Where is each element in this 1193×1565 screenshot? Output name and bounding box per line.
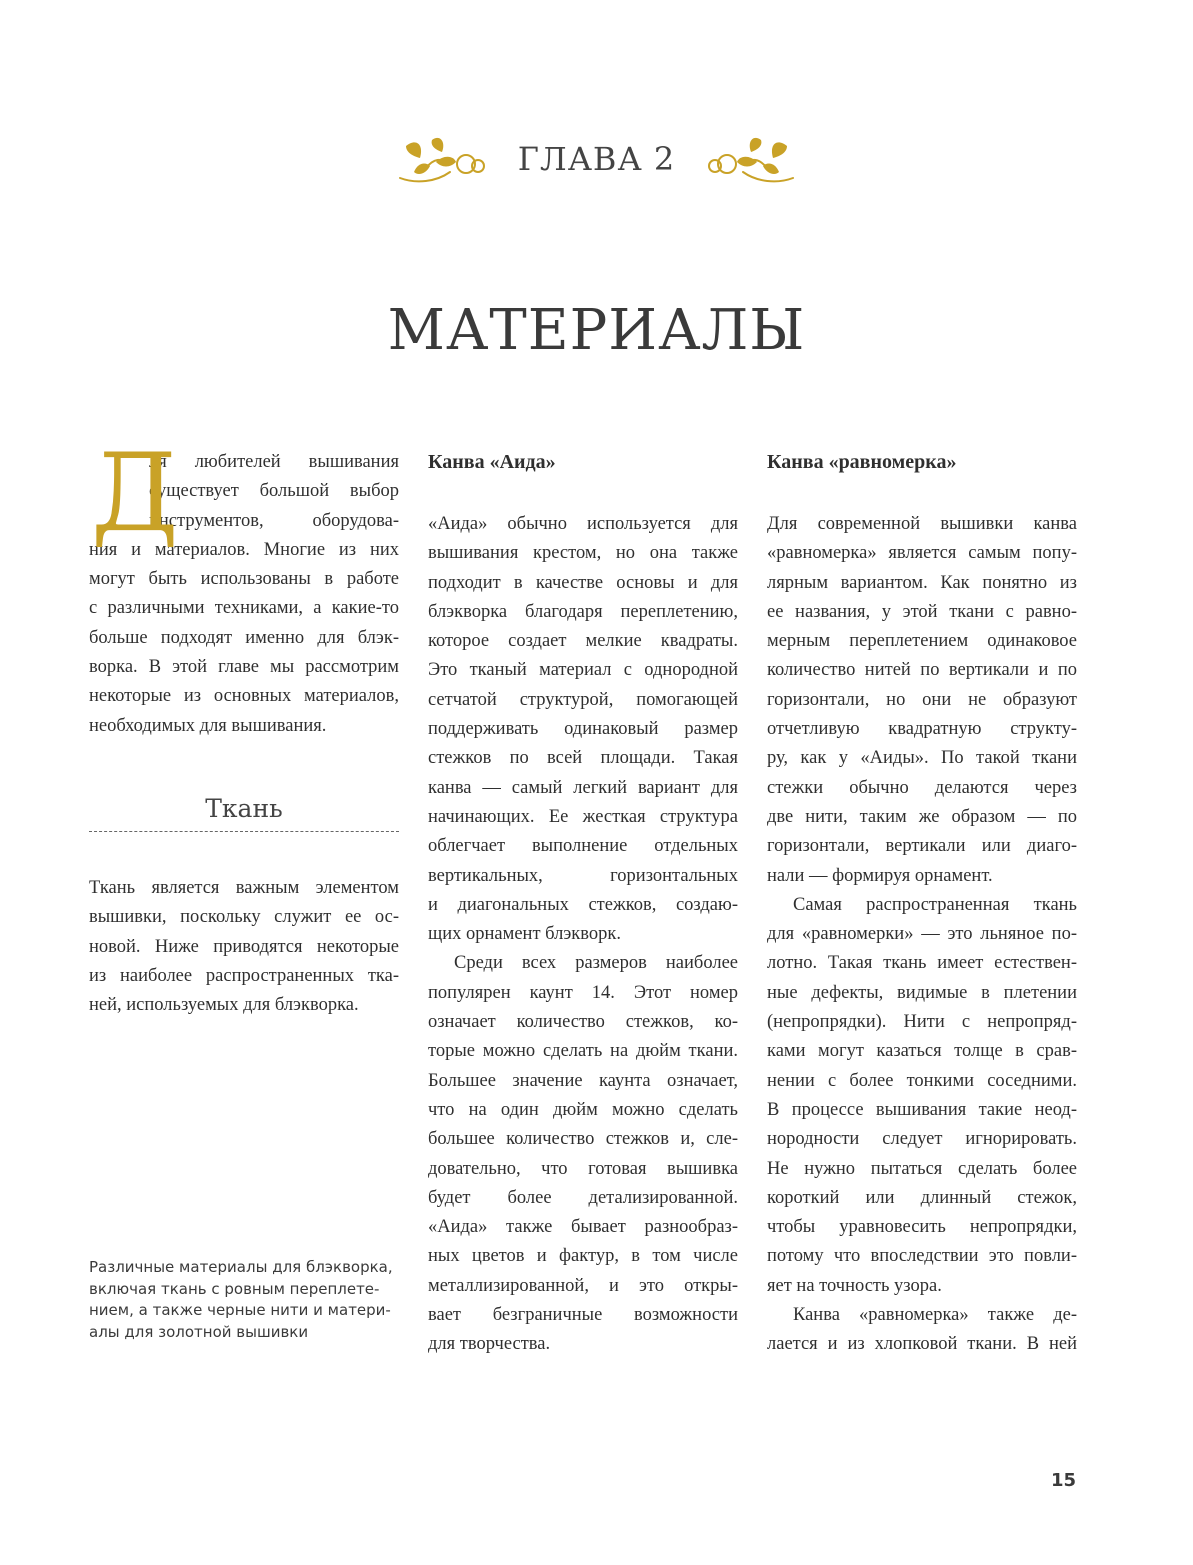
text-line: с различными техниками, а какие-то bbox=[89, 598, 399, 619]
text-line: горизонтали, но они не образуют bbox=[767, 689, 1077, 710]
caption-line: алы для золотной вышивки bbox=[89, 1322, 309, 1341]
dashed-divider bbox=[89, 831, 399, 832]
text-line: горизонтали, вертикали или диаго- bbox=[767, 836, 1077, 857]
text-line: популярен каунт 14. Этот номер bbox=[428, 982, 738, 1003]
text-line: Это тканый материал с однородной bbox=[428, 660, 738, 681]
text-line: больше подходят именно для блэк- bbox=[89, 627, 399, 648]
text-line: короткий или длинный стежок, bbox=[767, 1187, 1077, 1208]
text-line: нении с более тонкими соседними. bbox=[767, 1070, 1077, 1091]
text-line: ее названия, у этой ткани с равно- bbox=[767, 601, 1077, 622]
text-line: облегчает выполнение отдельных bbox=[428, 836, 738, 857]
text-line: начинающих. Ее жесткая структура bbox=[428, 806, 738, 827]
intro-paragraph bbox=[89, 431, 399, 741]
text-line: означает количество стежков, ко- bbox=[428, 1012, 738, 1033]
text-line: из наиболее распространенных тка- bbox=[89, 965, 399, 986]
text-line: и диагональных стежков, создаю- bbox=[428, 894, 738, 915]
text-line: ных цветов и фактур, в том числе bbox=[428, 1246, 738, 1267]
text-line: для творчества. bbox=[428, 1334, 551, 1355]
caption-line: включая ткань с ровным переплете- bbox=[89, 1279, 380, 1298]
text-line: торые можно сделать на дюйм ткани. bbox=[428, 1041, 738, 1062]
text-line: стежков по всей площади. Такая bbox=[428, 748, 738, 769]
fabric-heading: Ткань bbox=[205, 793, 283, 823]
photo-caption bbox=[89, 1257, 399, 1343]
text-line: подходит в качестве основы и для bbox=[428, 572, 738, 593]
text-line: что на один дюйм можно сделать bbox=[428, 1099, 738, 1120]
text-line: количество нитей по вертикали и по bbox=[767, 660, 1077, 681]
text-line: чтобы уравновесить непропрядки, bbox=[767, 1217, 1077, 1238]
even-weave-heading: Канва «равномерка» bbox=[767, 451, 957, 473]
text-line: нородности следует игнорировать. bbox=[767, 1129, 1077, 1150]
text-line: ками могут казаться толще в срав- bbox=[767, 1041, 1077, 1062]
aida-heading: Канва «Аида» bbox=[428, 451, 556, 473]
page-title: МАТЕРИАЛЫ bbox=[387, 298, 806, 363]
text-line: лается и из хлопковой ткани. В ней bbox=[767, 1334, 1077, 1355]
page-number: 15 bbox=[1050, 1470, 1076, 1491]
text-line: которое создает мелкие квадраты. bbox=[428, 631, 738, 652]
text-line: потому что впоследствии это повли- bbox=[767, 1246, 1077, 1267]
text-line: Канва «равномерка» также де- bbox=[793, 1305, 1077, 1326]
text-line: ру, как у «Аиды». По такой ткани bbox=[767, 748, 1077, 769]
text-line: сетчатой структурой, помогающей bbox=[428, 689, 738, 710]
even-paragraph bbox=[767, 1301, 1077, 1360]
text-line: ные дефекты, видимые в плетении bbox=[767, 982, 1077, 1003]
text-line: отчетливую квадратную структу- bbox=[767, 719, 1077, 740]
text-line: ния и материалов. Многие из них bbox=[89, 539, 399, 560]
text-line: Ткань является важным элементом bbox=[89, 877, 399, 898]
text-line: необходимых для вышивания. bbox=[89, 715, 327, 736]
text-line: стежки обычно делаются через bbox=[767, 777, 1077, 798]
text-line: существует большой выбор bbox=[149, 481, 399, 502]
text-line: будет более детализированной. bbox=[428, 1187, 738, 1208]
text-line: ней, используемых для блэкворка. bbox=[89, 995, 359, 1016]
fabric-paragraph bbox=[89, 874, 399, 1020]
text-line: вышивания крестом, но она также bbox=[428, 543, 738, 564]
text-line: Для современной вышивки канва bbox=[767, 514, 1077, 534]
even-paragraph bbox=[767, 891, 1077, 1301]
text-line: «Аида» обычно используется для bbox=[428, 514, 738, 534]
text-line: новой. Ниже приводятся некоторые bbox=[89, 936, 399, 957]
text-line: нали — формируя орнамент. bbox=[767, 865, 993, 886]
aida-paragraph bbox=[428, 949, 738, 1359]
caption-line: нием, а также черные нити и матери- bbox=[89, 1301, 391, 1319]
aida-paragraph bbox=[428, 510, 738, 949]
chapter-label: ГЛАВА 2 bbox=[517, 140, 676, 178]
left-ornament-icon bbox=[396, 128, 492, 190]
text-line: могут быть использованы в работе bbox=[89, 569, 399, 590]
text-line: Среди всех размеров наиболее bbox=[454, 953, 738, 974]
text-line: мерным переплетением одинаковое bbox=[767, 631, 1077, 652]
text-line: довательно, что готовая вышивка bbox=[428, 1158, 738, 1179]
text-line: лотно. Такая ткань имеет естествен- bbox=[767, 953, 1077, 974]
text-line: некоторые из основных материалов, bbox=[89, 686, 399, 707]
text-line: для «равномерки» — это льняное по- bbox=[767, 924, 1077, 945]
text-line: «Аида» также бывает разнообраз- bbox=[428, 1217, 738, 1238]
text-line: Большее значение каунта означает, bbox=[428, 1070, 738, 1091]
even-paragraph bbox=[767, 510, 1077, 891]
text-line: поддерживать одинаковый размер bbox=[428, 719, 738, 740]
text-line: Не нужно пытаться сделать более bbox=[767, 1158, 1077, 1179]
text-line: (непропрядки). Нити с непропряд- bbox=[767, 1012, 1077, 1033]
caption-line: Различные материалы для блэкворка, bbox=[89, 1258, 393, 1276]
right-ornament-icon bbox=[701, 128, 797, 190]
text-line: блэкворка благодаря переплетению, bbox=[428, 601, 738, 622]
text-line: В процессе вышивания такие неод- bbox=[767, 1099, 1077, 1120]
text-line: вает безграничные возможности bbox=[428, 1305, 738, 1326]
text-line: ворка. В этой главе мы рассмотрим bbox=[89, 657, 399, 678]
drop-cap: Д bbox=[91, 431, 179, 556]
text-line: ля любителей вышивания bbox=[149, 452, 399, 472]
chapter-header bbox=[0, 124, 1193, 194]
text-line: щих орнамент блэкворк. bbox=[428, 924, 621, 945]
text-line: вертикальных, горизонтальных bbox=[428, 865, 738, 886]
text-line: «равномерка» является самым попу- bbox=[767, 543, 1077, 564]
text-line: большее количество стежков и, сле- bbox=[428, 1129, 738, 1150]
text-line: две нити, таким же образом — по bbox=[767, 806, 1077, 827]
text-line: инструментов, оборудова- bbox=[149, 510, 399, 531]
text-line: Самая распространенная ткань bbox=[793, 894, 1077, 915]
text-line: яет на точность узора. bbox=[767, 1275, 942, 1296]
text-line: лярным вариантом. Как понятно из bbox=[767, 572, 1077, 593]
text-line: металлизированной, и это откры- bbox=[428, 1275, 738, 1296]
text-line: вышивки, поскольку служит ее ос- bbox=[89, 907, 399, 928]
right-column bbox=[767, 448, 1077, 1360]
left-column bbox=[89, 431, 399, 1020]
text-line: канва — самый легкий вариант для bbox=[428, 777, 738, 798]
middle-column bbox=[428, 448, 738, 1360]
